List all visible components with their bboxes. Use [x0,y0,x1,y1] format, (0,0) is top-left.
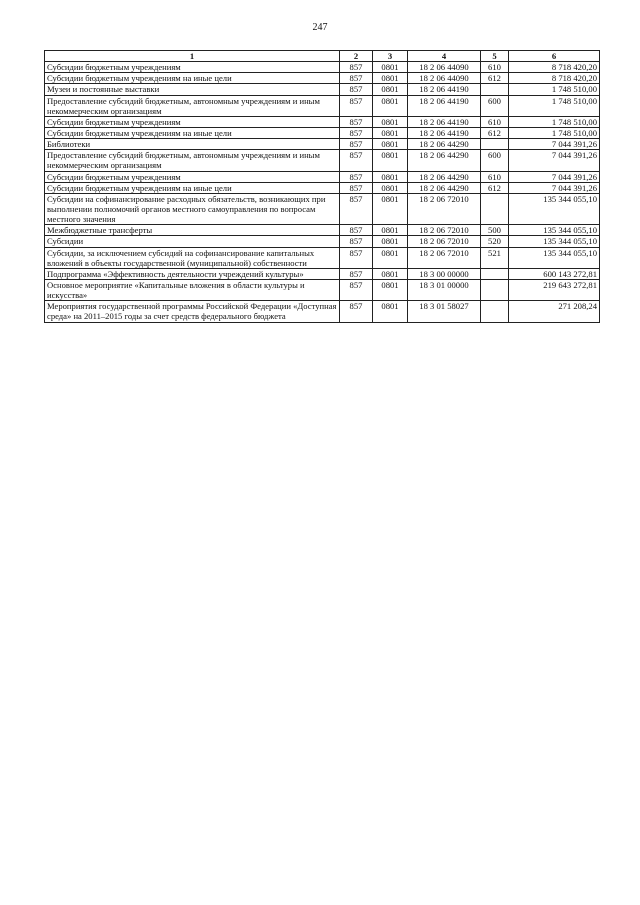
row-admin-code: 857 [340,182,373,193]
header-col-6: 6 [509,51,600,62]
row-admin-code: 857 [340,73,373,84]
row-target-code: 18 2 06 72010 [408,236,481,247]
row-target-code: 18 3 00 00000 [408,268,481,279]
row-expense-type [481,279,509,300]
row-name: Предоставление субсидий бюджетным, автономным учреждениям и иным некоммерческим организациям [45,150,340,171]
row-name: Субсидии бюджетным учреждениям на иные цели [45,182,340,193]
table-row [45,247,600,268]
row-target-code: 18 2 06 44190 [408,116,481,127]
row-target-code: 18 2 06 44190 [408,95,481,116]
row-name: Основное мероприятие «Капитальные вложения в области культуры и искусства» [45,279,340,300]
table-row [45,73,600,84]
row-name: Субсидии бюджетным учреждениям на иные цели [45,73,340,84]
row-target-code: 18 2 06 44090 [408,62,481,73]
row-section-code: 0801 [373,62,408,73]
row-expense-type: 612 [481,182,509,193]
row-name: Библиотеки [45,139,340,150]
row-target-code: 18 2 06 72010 [408,225,481,236]
row-name: Субсидии бюджетным учреждениям [45,116,340,127]
row-name: Подпрограмма «Эффективность деятельности учреждений культуры» [45,268,340,279]
table-row [45,127,600,138]
row-amount: 135 344 055,10 [509,236,600,247]
row-amount: 135 344 055,10 [509,225,600,236]
row-target-code: 18 2 06 72010 [408,247,481,268]
row-section-code: 0801 [373,279,408,300]
row-expense-type [481,139,509,150]
row-section-code: 0801 [373,268,408,279]
row-expense-type: 612 [481,73,509,84]
row-expense-type: 500 [481,225,509,236]
row-amount: 219 643 272,81 [509,279,600,300]
row-target-code: 18 3 01 58027 [408,301,481,322]
table-row [45,171,600,182]
row-amount: 1 748 510,00 [509,84,600,95]
row-section-code: 0801 [373,182,408,193]
table-row [45,279,600,300]
table-row [45,236,600,247]
row-expense-type: 610 [481,62,509,73]
row-admin-code: 857 [340,116,373,127]
row-expense-type: 612 [481,127,509,138]
row-target-code: 18 2 06 44290 [408,171,481,182]
row-section-code: 0801 [373,150,408,171]
row-section-code: 0801 [373,225,408,236]
row-name: Музеи и постоянные выставки [45,84,340,95]
row-admin-code: 857 [340,301,373,322]
table-row [45,182,600,193]
row-section-code: 0801 [373,95,408,116]
row-expense-type: 521 [481,247,509,268]
row-expense-type [481,268,509,279]
row-target-code: 18 2 06 44290 [408,139,481,150]
table-body [45,62,600,322]
table-row [45,116,600,127]
row-amount: 135 344 055,10 [509,193,600,224]
row-admin-code: 857 [340,268,373,279]
row-name: Субсидии бюджетным учреждениям на иные цели [45,127,340,138]
row-amount: 1 748 510,00 [509,127,600,138]
row-admin-code: 857 [340,127,373,138]
row-expense-type [481,84,509,95]
row-expense-type: 600 [481,150,509,171]
row-section-code: 0801 [373,139,408,150]
row-admin-code: 857 [340,62,373,73]
header-col-4: 4 [408,51,481,62]
row-section-code: 0801 [373,116,408,127]
budget-table [44,50,600,323]
table-row [45,268,600,279]
row-name: Субсидии бюджетным учреждениям [45,62,340,73]
row-admin-code: 857 [340,139,373,150]
row-section-code: 0801 [373,247,408,268]
row-target-code: 18 2 06 44290 [408,150,481,171]
row-expense-type [481,301,509,322]
row-section-code: 0801 [373,84,408,95]
header-col-1: 1 [45,51,340,62]
row-name: Мероприятия государственной программы Российской Федерации «Доступная среда» на 2011–2015 годы за счет средств федерального бюджета [45,301,340,322]
table-row [45,193,600,224]
row-admin-code: 857 [340,193,373,224]
row-target-code: 18 3 01 00000 [408,279,481,300]
row-amount: 7 044 391,26 [509,182,600,193]
row-amount: 1 748 510,00 [509,95,600,116]
row-admin-code: 857 [340,95,373,116]
row-amount: 135 344 055,10 [509,247,600,268]
row-name: Предоставление субсидий бюджетным, автономным учреждениям и иным некоммерческим организациям [45,95,340,116]
row-section-code: 0801 [373,236,408,247]
header-col-3: 3 [373,51,408,62]
row-amount: 8 718 420,20 [509,62,600,73]
table-row [45,62,600,73]
row-section-code: 0801 [373,73,408,84]
row-section-code: 0801 [373,127,408,138]
row-amount: 1 748 510,00 [509,116,600,127]
row-amount: 7 044 391,26 [509,150,600,171]
row-section-code: 0801 [373,193,408,224]
row-target-code: 18 2 06 44090 [408,73,481,84]
row-expense-type [481,193,509,224]
row-admin-code: 857 [340,247,373,268]
table-row [45,84,600,95]
row-section-code: 0801 [373,301,408,322]
row-name: Субсидии, за исключением субсидий на софинансирование капитальных вложений в объекты государственной (муниципальной) собственности [45,247,340,268]
table-row [45,301,600,322]
table-header-row [45,51,600,62]
row-admin-code: 857 [340,171,373,182]
row-amount: 7 044 391,26 [509,171,600,182]
page-number: 247 [312,22,328,33]
row-admin-code: 857 [340,150,373,171]
row-expense-type: 600 [481,95,509,116]
row-target-code: 18 2 06 72010 [408,193,481,224]
row-section-code: 0801 [373,171,408,182]
row-amount: 7 044 391,26 [509,139,600,150]
row-expense-type: 520 [481,236,509,247]
row-amount: 8 718 420,20 [509,73,600,84]
row-target-code: 18 2 06 44190 [408,127,481,138]
header-col-5: 5 [481,51,509,62]
row-admin-code: 857 [340,279,373,300]
row-target-code: 18 2 06 44190 [408,84,481,95]
row-name: Субсидии на софинансирование расходных обязательств, возникающих при выполнении полномочий органов местного самоуправления по вопросам местного значения [45,193,340,224]
row-target-code: 18 2 06 44290 [408,182,481,193]
row-name: Субсидии [45,236,340,247]
table-row [45,139,600,150]
row-name: Межбюджетные трансферты [45,225,340,236]
row-name: Субсидии бюджетным учреждениям [45,171,340,182]
table-row [45,95,600,116]
row-expense-type: 610 [481,171,509,182]
row-expense-type: 610 [481,116,509,127]
row-amount: 600 143 272,81 [509,268,600,279]
row-admin-code: 857 [340,84,373,95]
row-admin-code: 857 [340,225,373,236]
header-col-2: 2 [340,51,373,62]
budget-table-container [44,50,599,323]
row-amount: 271 208,24 [509,301,600,322]
table-row [45,225,600,236]
row-admin-code: 857 [340,236,373,247]
table-row [45,150,600,171]
